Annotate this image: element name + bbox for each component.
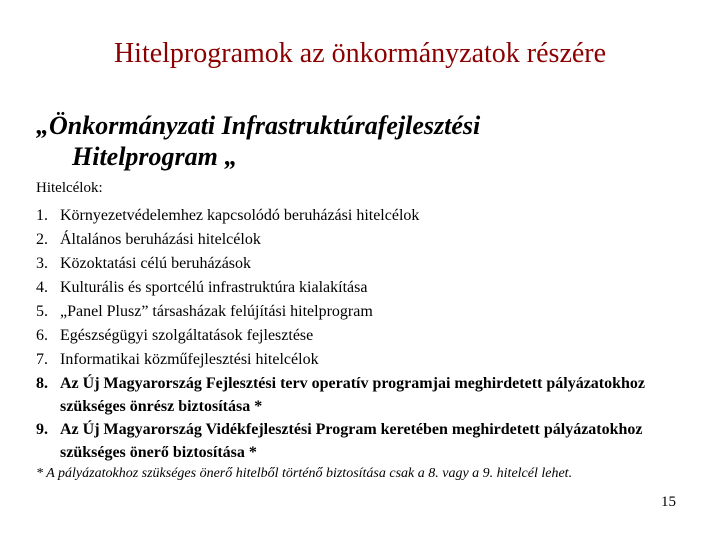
item-text: Környezetvédelemhez kapcsolódó beruházási hitelcélok: [60, 207, 420, 224]
list-item: [36, 228, 696, 252]
subtitle-line-2: Hitelprogram „: [72, 142, 238, 171]
item-number: 7.: [36, 351, 48, 368]
list-item: [36, 276, 696, 300]
list-item: [36, 324, 696, 348]
item-number: 4.: [36, 279, 48, 296]
item-text: Informatikai közműfejlesztési hitelcélok: [60, 351, 319, 368]
list-item: [36, 204, 696, 228]
item-number: 1.: [36, 207, 48, 224]
footnote: * A pályázatokhoz szükséges önerő hitelből történő biztosítása csak a 8. vagy a 9. hitelcél lehet.: [36, 466, 573, 481]
subtitle-line-1: „Önkormányzati Infrastruktúrafejlesztési: [36, 111, 481, 140]
item-text: Közoktatási célú beruházások: [60, 255, 252, 272]
loan-goals-list: [36, 204, 696, 464]
loan-goals-label: Hitelcélok:: [36, 180, 103, 196]
page-number: 15: [661, 494, 676, 510]
item-text: Az Új Magyarország Fejlesztési terv operatív programjai meghirdetett pályázatokhoz szükséges önrész biztosítása *: [60, 375, 646, 415]
item-text: Kulturális és sportcélú infrastruktúra kialakítása: [60, 279, 368, 296]
list-item: [36, 418, 696, 464]
list-item: [36, 372, 696, 418]
item-number: 8.: [36, 375, 48, 392]
item-text: „Panel Plusz” társasházak felújítási hitelprogram: [60, 303, 373, 320]
item-number: 5.: [36, 303, 48, 320]
list-item: [36, 252, 696, 276]
item-text: Általános beruházási hitelcélok: [60, 231, 261, 248]
item-text: Az Új Magyarország Vidékfejlesztési Program keretében meghirdetett pályázatokhoz szükséges önerő biztosítása *: [60, 421, 643, 461]
item-text: Egészségügyi szolgáltatások fejlesztése: [60, 327, 314, 344]
list-item: [36, 300, 696, 324]
item-number: 6.: [36, 327, 48, 344]
program-subtitle: [36, 110, 480, 172]
item-number: 3.: [36, 255, 48, 272]
list-item: [36, 348, 696, 372]
item-number: 2.: [36, 231, 48, 248]
slide-title: Hitelprogramok az önkormányzatok részére: [113, 38, 607, 69]
item-number: 9.: [36, 421, 48, 438]
